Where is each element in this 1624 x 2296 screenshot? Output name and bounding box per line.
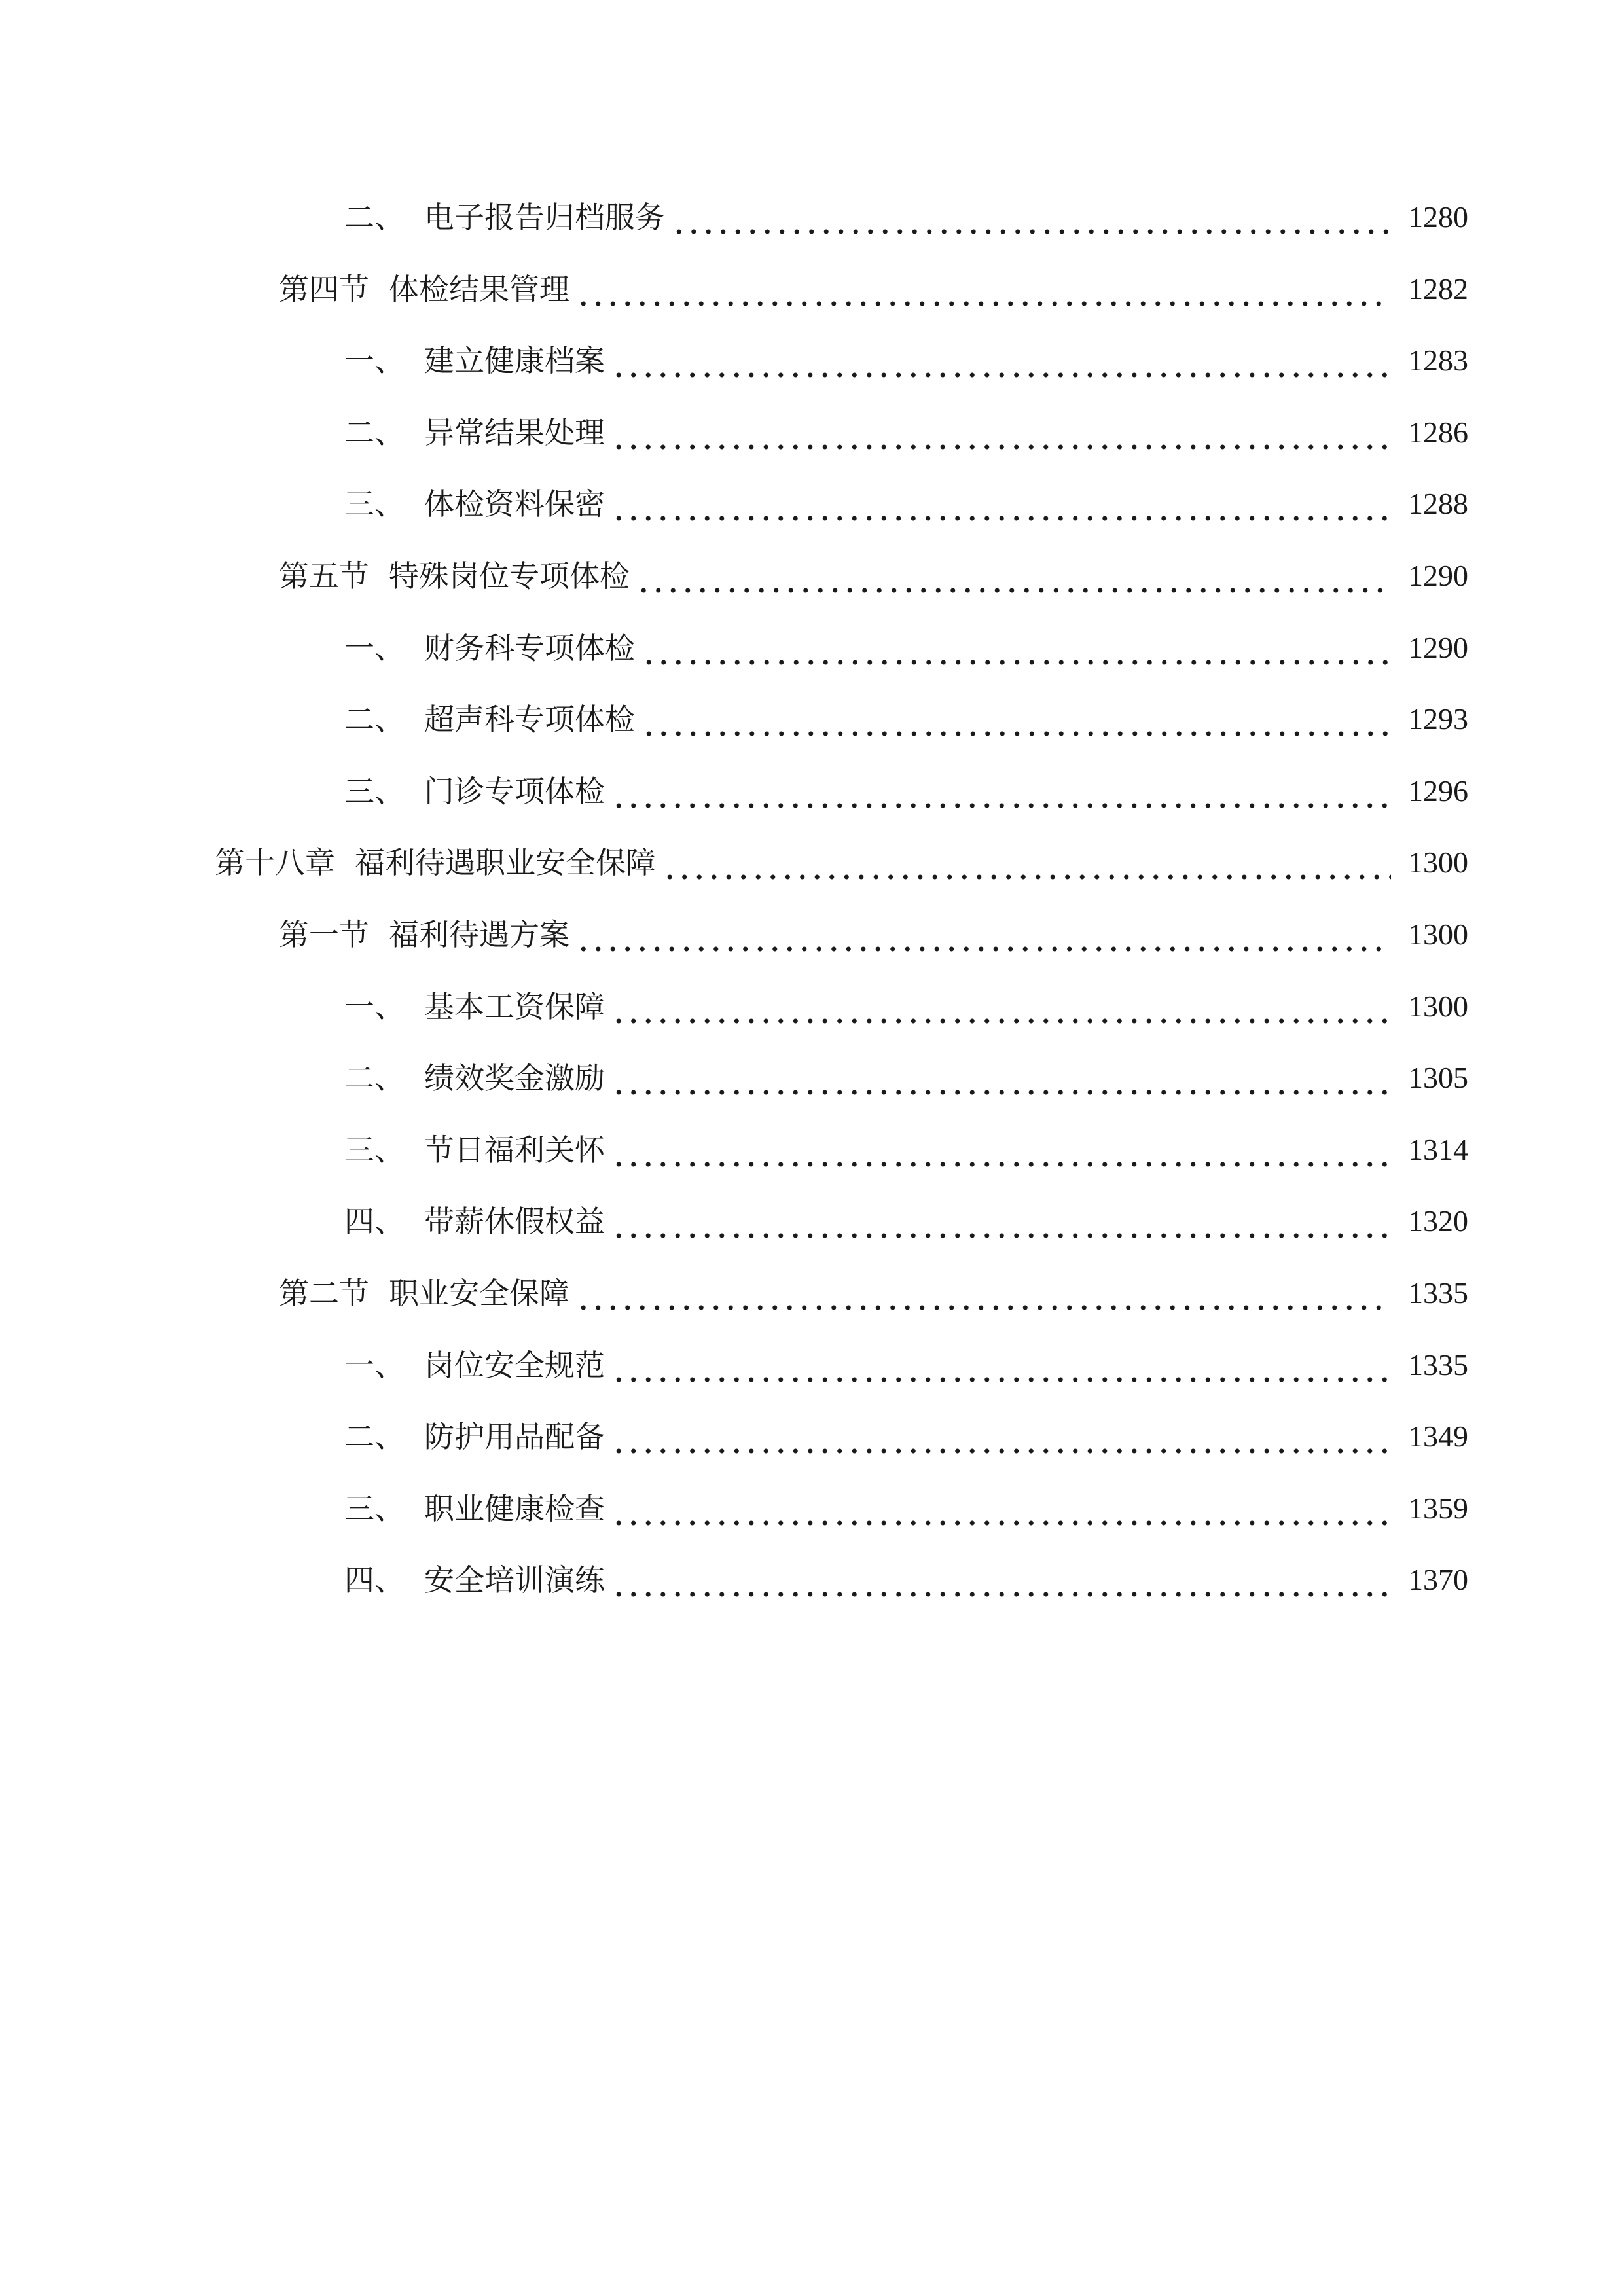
toc-entry-page-number: 1335 [1408,1348,1468,1382]
toc-entry-number: 一、 [344,630,405,666]
toc-entry-number: 第二节 [279,1276,369,1311]
dot-leader [611,1342,1391,1389]
toc-entry[interactable] [279,911,1468,958]
toc-entry-title: 福利待遇方案 [389,917,569,952]
dot-leader [611,337,1391,384]
toc-entry[interactable] [344,983,1468,1030]
toc-entry-number: 第一节 [279,917,369,952]
dot-leader [611,768,1391,815]
toc-entry[interactable] [215,839,1468,886]
toc-entry[interactable] [279,552,1468,600]
toc-entry-number: 第四节 [279,272,369,307]
toc-entry-title: 体检结果管理 [389,272,569,307]
toc-entry-number: 四、 [344,1204,405,1239]
toc-entry-page-number: 1300 [1408,846,1468,879]
toc-entry-title: 节日福利关怀 [424,1132,605,1168]
toc-entry-page-number: 1300 [1408,990,1468,1023]
toc-entry-title: 超声科专项体检 [424,702,635,737]
toc-entry-title: 职业安全保障 [389,1276,569,1311]
toc-entry-page-number: 1293 [1408,702,1468,736]
toc-entry-page-number: 1300 [1408,918,1468,951]
toc-entry[interactable] [344,1054,1468,1102]
toc-entry-title: 体检资料保密 [424,486,605,522]
toc-entry-title: 防护用品配备 [424,1419,605,1454]
dot-leader [611,1054,1391,1102]
toc-entry-number: 三、 [344,486,405,522]
toc-entry-page-number: 1283 [1408,344,1468,377]
toc-entry-number: 四、 [344,1562,405,1598]
dot-leader [636,552,1391,600]
toc-entry-title: 安全培训演练 [424,1562,605,1598]
toc-entry-page-number: 1286 [1408,416,1468,449]
toc-entry[interactable] [344,480,1468,528]
toc-entry[interactable] [344,194,1468,241]
toc-entry-number: 三、 [344,1132,405,1168]
toc-entry-title: 福利待遇职业安全保障 [355,845,656,880]
toc-entry-page-number: 1370 [1408,1563,1468,1596]
toc-entry-title: 带薪休假权益 [424,1204,605,1239]
toc-entry-number: 二、 [344,200,405,235]
dot-leader [576,266,1391,313]
toc-entry[interactable] [344,1198,1468,1245]
dot-leader [662,839,1391,886]
toc-entry-page-number: 1280 [1408,200,1468,234]
toc-entry[interactable] [279,266,1468,313]
toc-entry-title: 岗位安全规范 [424,1348,605,1383]
toc-entry-number: 二、 [344,1060,405,1096]
dot-leader [576,911,1391,958]
dot-leader [611,983,1391,1030]
toc-entry-page-number: 1335 [1408,1276,1468,1310]
toc-entry[interactable] [344,1485,1468,1532]
toc-entry-title: 财务科专项体检 [424,630,635,666]
toc-entry[interactable] [344,1342,1468,1389]
toc-entry-number: 一、 [344,989,405,1024]
toc-entry-number: 二、 [344,702,405,737]
toc-entry-title: 异常结果处理 [424,415,605,450]
toc-entry-page-number: 1282 [1408,272,1468,306]
toc-entry-page-number: 1314 [1408,1133,1468,1166]
toc-entry-title: 门诊专项体检 [424,774,605,809]
toc-entry-number: 二、 [344,415,405,450]
toc-entry-title: 建立健康档案 [424,343,605,378]
toc-entry-number: 二、 [344,1419,405,1454]
toc-entry-page-number: 1290 [1408,631,1468,664]
toc-entry-title: 基本工资保障 [424,989,605,1024]
toc-entry-number: 一、 [344,343,405,378]
toc-entry-number: 第五节 [279,558,369,594]
dot-leader [611,1413,1391,1460]
toc-entry-title: 职业健康检查 [424,1491,605,1526]
toc-entry[interactable] [344,624,1468,672]
toc-entry[interactable] [344,768,1468,815]
toc-entry-page-number: 1359 [1408,1492,1468,1525]
toc-entry-title: 特殊岗位专项体检 [389,558,630,594]
toc-entry-page-number: 1305 [1408,1061,1468,1094]
dot-leader [611,1198,1391,1245]
dot-leader [641,696,1391,743]
toc-entry[interactable] [344,1126,1468,1174]
toc-entry-page-number: 1296 [1408,774,1468,808]
toc-entry-title: 绩效奖金激励 [424,1060,605,1096]
dot-leader [611,1126,1391,1174]
toc-entry-page-number: 1290 [1408,559,1468,592]
toc-entry[interactable] [344,696,1468,743]
toc-entry-number: 三、 [344,774,405,809]
dot-leader [611,409,1391,456]
toc-entry-number: 三、 [344,1491,405,1526]
toc-entry[interactable] [344,1556,1468,1604]
dot-leader [611,1556,1391,1604]
toc-entry-title: 电子报告归档服务 [424,200,665,235]
toc-entry-page-number: 1288 [1408,487,1468,520]
dot-leader [611,480,1391,528]
dot-leader [576,1270,1391,1317]
toc-entry-page-number: 1320 [1408,1204,1468,1238]
toc-entry-number: 一、 [344,1348,405,1383]
toc-entry-page-number: 1349 [1408,1420,1468,1453]
toc-entry[interactable] [344,409,1468,456]
dot-leader [672,194,1391,241]
toc-entry[interactable] [344,1413,1468,1460]
toc-entry[interactable] [279,1270,1468,1317]
toc-entry[interactable] [344,337,1468,384]
dot-leader [611,1485,1391,1532]
toc-entry-number: 第十八章 [215,845,335,880]
dot-leader [641,624,1391,672]
